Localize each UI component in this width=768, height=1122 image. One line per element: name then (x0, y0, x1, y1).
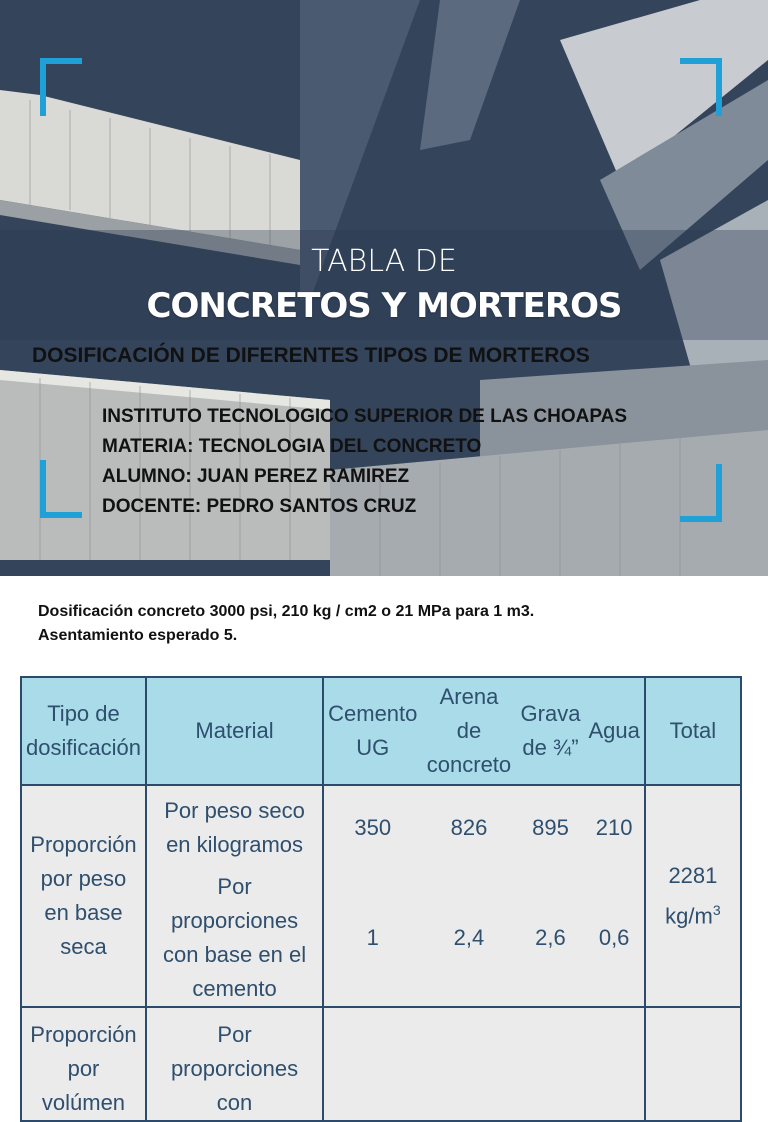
corner-bracket-top-right (680, 58, 722, 116)
corner-bracket-bottom-left (40, 460, 82, 518)
cover-title: CONCRETOS Y MORTEROS (146, 286, 622, 326)
subject-line: MATERIA: TECNOLOGIA DEL CONCRETO (102, 436, 482, 457)
corner-bracket-bottom-right (680, 464, 722, 522)
cover-info-block (102, 402, 627, 522)
header-tipo: Tipo de dosificación (21, 677, 146, 785)
cell-agua: 0,6 (584, 870, 644, 1007)
dosage-line-2: Asentamiento esperado 5. (38, 627, 238, 644)
corner-bracket-top-left (40, 58, 82, 116)
dosage-table (20, 676, 742, 1122)
cell-grava (517, 1007, 585, 1121)
cell-total (645, 785, 741, 1007)
dosage-line-1: Dosificación concreto 3000 psi, 210 kg / cm2 o 21 MPa para 1 m3. (38, 603, 535, 620)
cell-grava: 2,6 (517, 870, 585, 1007)
total-exponent: 3 (712, 901, 721, 918)
total-value: 2281 kg/m (665, 862, 718, 929)
cell-material: Por proporciones con (146, 1007, 323, 1121)
cell-material: Por proporciones con base en el cemento (146, 870, 323, 1007)
institute-line: INSTITUTO TECNOLOGICO SUPERIOR DE LAS CHOAPAS (102, 406, 627, 427)
table-row (21, 785, 741, 870)
table-header-row (21, 677, 741, 785)
table-row (21, 1007, 741, 1121)
cell-cemento (323, 1007, 421, 1121)
cell-material: Por peso seco en kilogramos (146, 785, 323, 870)
header-grava: Grava de ¾” (517, 677, 585, 785)
header-cemento: Cemento UG (323, 677, 421, 785)
cell-arena: 826 (421, 785, 516, 870)
header-agua: Agua (584, 677, 644, 785)
group-label-dry-weight: Proporción por peso en base seca (21, 785, 146, 1007)
student-line: ALUMNO: JUAN PEREZ RAMIREZ (102, 466, 410, 487)
header-total: Total (645, 677, 741, 785)
cell-arena: 2,4 (421, 870, 516, 1007)
cell-agua: 210 (584, 785, 644, 870)
group-label-volume: Proporción por volúmen (21, 1007, 146, 1121)
cell-cemento: 350 (323, 785, 421, 870)
cell-cemento: 1 (323, 870, 421, 1007)
dosage-description (38, 600, 534, 648)
cell-agua (584, 1007, 644, 1121)
cover-pretitle: TABLA DE (311, 244, 457, 279)
teacher-line: DOCENTE: PEDRO SANTOS CRUZ (102, 496, 417, 517)
cell-grava: 895 (517, 785, 585, 870)
cover-subtitle: DOSIFICACIÓN DE DIFERENTES TIPOS DE MORTEROS (32, 344, 590, 367)
header-material: Material (146, 677, 323, 785)
cell-total (645, 1007, 741, 1121)
header-arena: Arena de concreto (421, 677, 516, 785)
cell-arena (421, 1007, 516, 1121)
